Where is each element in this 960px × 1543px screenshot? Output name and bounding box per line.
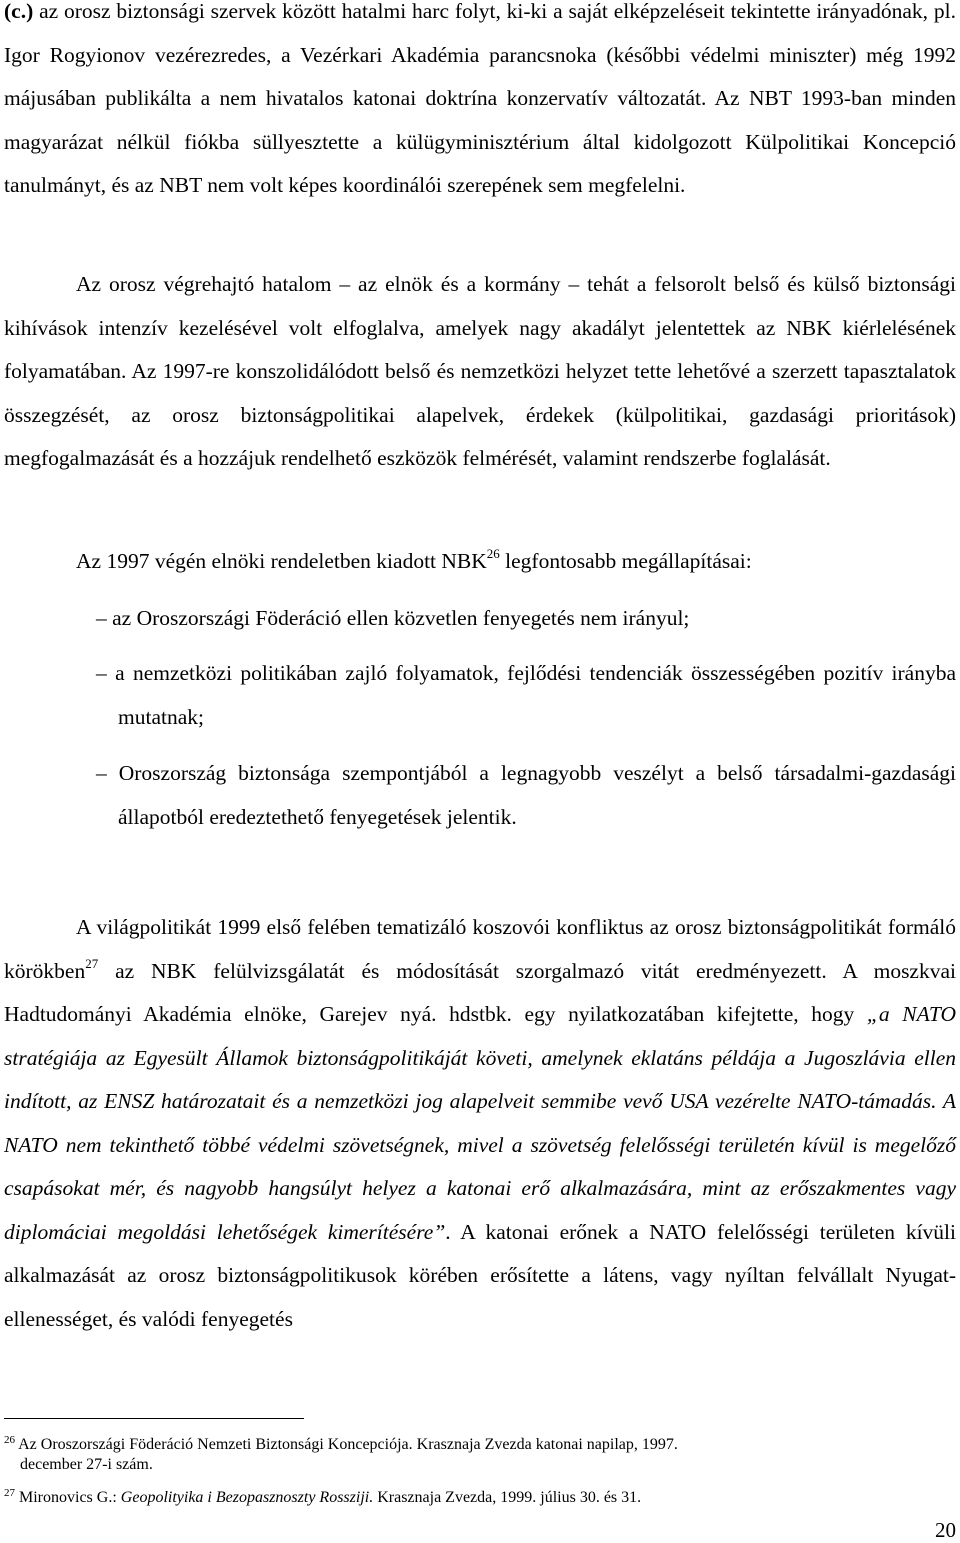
- paragraph-4: [4, 906, 956, 1341]
- paragraph-4-text: az NBK felülvizsgálatát és módosítását szorgalmazó vitát eredményezett. A moszkvai Hadtudományi Akadémia elnöke, Garejev nyá. hdstbk. egy nyilatkozatában kifejtette, hogy: [4, 958, 956, 1026]
- footnote-divider: [4, 1418, 304, 1419]
- footnote-ref-27: 27: [85, 955, 99, 971]
- paragraph-4-text-end: . A katonai erőnek a NATO felelősségi területen kívüli alkalmazását az orosz biztonságpolitikusok körében erősítette a látens, vagy nyíltan felvállalt Nyugat-ellenességet, és valódi fenyegetés: [4, 1219, 956, 1331]
- quotation: „a NATO stratégiája az Egyesült Államok biztonságpolitikáját követi, amelynek eklatáns példája a Jugoszlávia ellen indított, az ENSZ határozatait és a nemzetközi jog alapelveit semmibe vevő USA vezérelte NATO-támadás. A NATO nem tekinthető többé védelmi szövetségnek, mivel a szövetség felelősségi területén kívül is megelőző csapásokat mér, és nagyobb hangsúlyt helyez a katonai erő alkalmazására, mint az erőszakmentes vagy diplomáciai megoldási lehetőségek kimerítésére”: [4, 1002, 957, 1244]
- footnote-text: Mironovics G.:: [15, 1489, 121, 1506]
- list-item: – az Oroszországi Föderáció ellen közvetlen fenyegetés nem irányul;: [96, 606, 690, 630]
- footnote-27: [4, 1488, 904, 1508]
- footnote-text: Az Oroszországi Föderáció Nemzeti Biztonsági Koncepciója. Krasznaja Zvezda katonai napilap, 1997.: [15, 1436, 678, 1453]
- footnote-text-cont: december 27-i szám.: [20, 1456, 153, 1473]
- page-number: 20: [935, 1518, 956, 1542]
- paragraph-4-text: A világpolitikát 1999 első felében tematizáló koszovói konfliktus az orosz biztonságpolitikát formáló körökben: [4, 915, 956, 983]
- list-item: – Oroszország biztonsága szempontjából a legnagyobb veszélyt a belső társadalmi-gazdasági állapotból eredeztethető fenyegetések jelentik.: [96, 761, 956, 829]
- paragraph-c-lead: (c.): [4, 0, 34, 23]
- footnote-title: Geopolityika i Bezopasznoszty Rossziji.: [120, 1489, 374, 1506]
- list-item: – a nemzetközi politikában zajló folyamatok, fejlődési tendenciák összességében pozitív irányba mutatnak;: [96, 661, 956, 729]
- footnote-26: [4, 1435, 904, 1475]
- footnote-ref-26: 26: [486, 546, 500, 561]
- paragraph-3-text-end: legfontosabb megállapításai:: [499, 549, 752, 573]
- paragraph-3-text: Az 1997 végén elnöki rendeletben kiadott NBK: [76, 549, 487, 573]
- paragraph-2: Az orosz végrehajtó hatalom – az elnök és a kormány – tehát a felsorolt belső és külső biztonsági kihívások intenzív kezelésével volt elfoglalva, amelyek nagy akadályt jelentettek az NBK kiérlelésének folyamatában. Az 1997-re konszolidálódott belső és nemzetközi helyzet tette lehetővé a szerzett tapasztalatok összegzését, az orosz biztonságpolitikai alapelvek, érdekek (külpolitikai, gazdasági prioritások) megfogalmazását és a hozzájuk rendelhető eszközök felmérését, valamint rendszerbe foglalását.: [4, 272, 956, 470]
- paragraph-3: [4, 540, 956, 584]
- footnote-text-end: Krasznaja Zvezda, 1999. július 30. és 31.: [373, 1489, 642, 1506]
- footnote-number: 27: [4, 1487, 15, 1499]
- paragraph-c-text: az orosz biztonsági szervek között hatalmi harc folyt, ki-ki a saját elképzeléseit tekintette irányadónak, pl. Igor Rogyionov vezérezredes, a Vezérkari Akadémia parancsnoka (későbbi védelmi miniszter) még 1992 májusában publikálta a nem hivatalos katonai doktrína konzervatív változatát. Az NBT 1993-ban minden magyarázat nélkül fiókba süllyesztette a külügyminisztérium által kidolgozott Külpolitikai Koncepció tanulmányt, és az NBT nem volt képes koordinálói szerepének sem megfelelni.: [4, 0, 956, 197]
- footnote-number: 26: [4, 1434, 15, 1446]
- paragraph-c: [4, 0, 956, 208]
